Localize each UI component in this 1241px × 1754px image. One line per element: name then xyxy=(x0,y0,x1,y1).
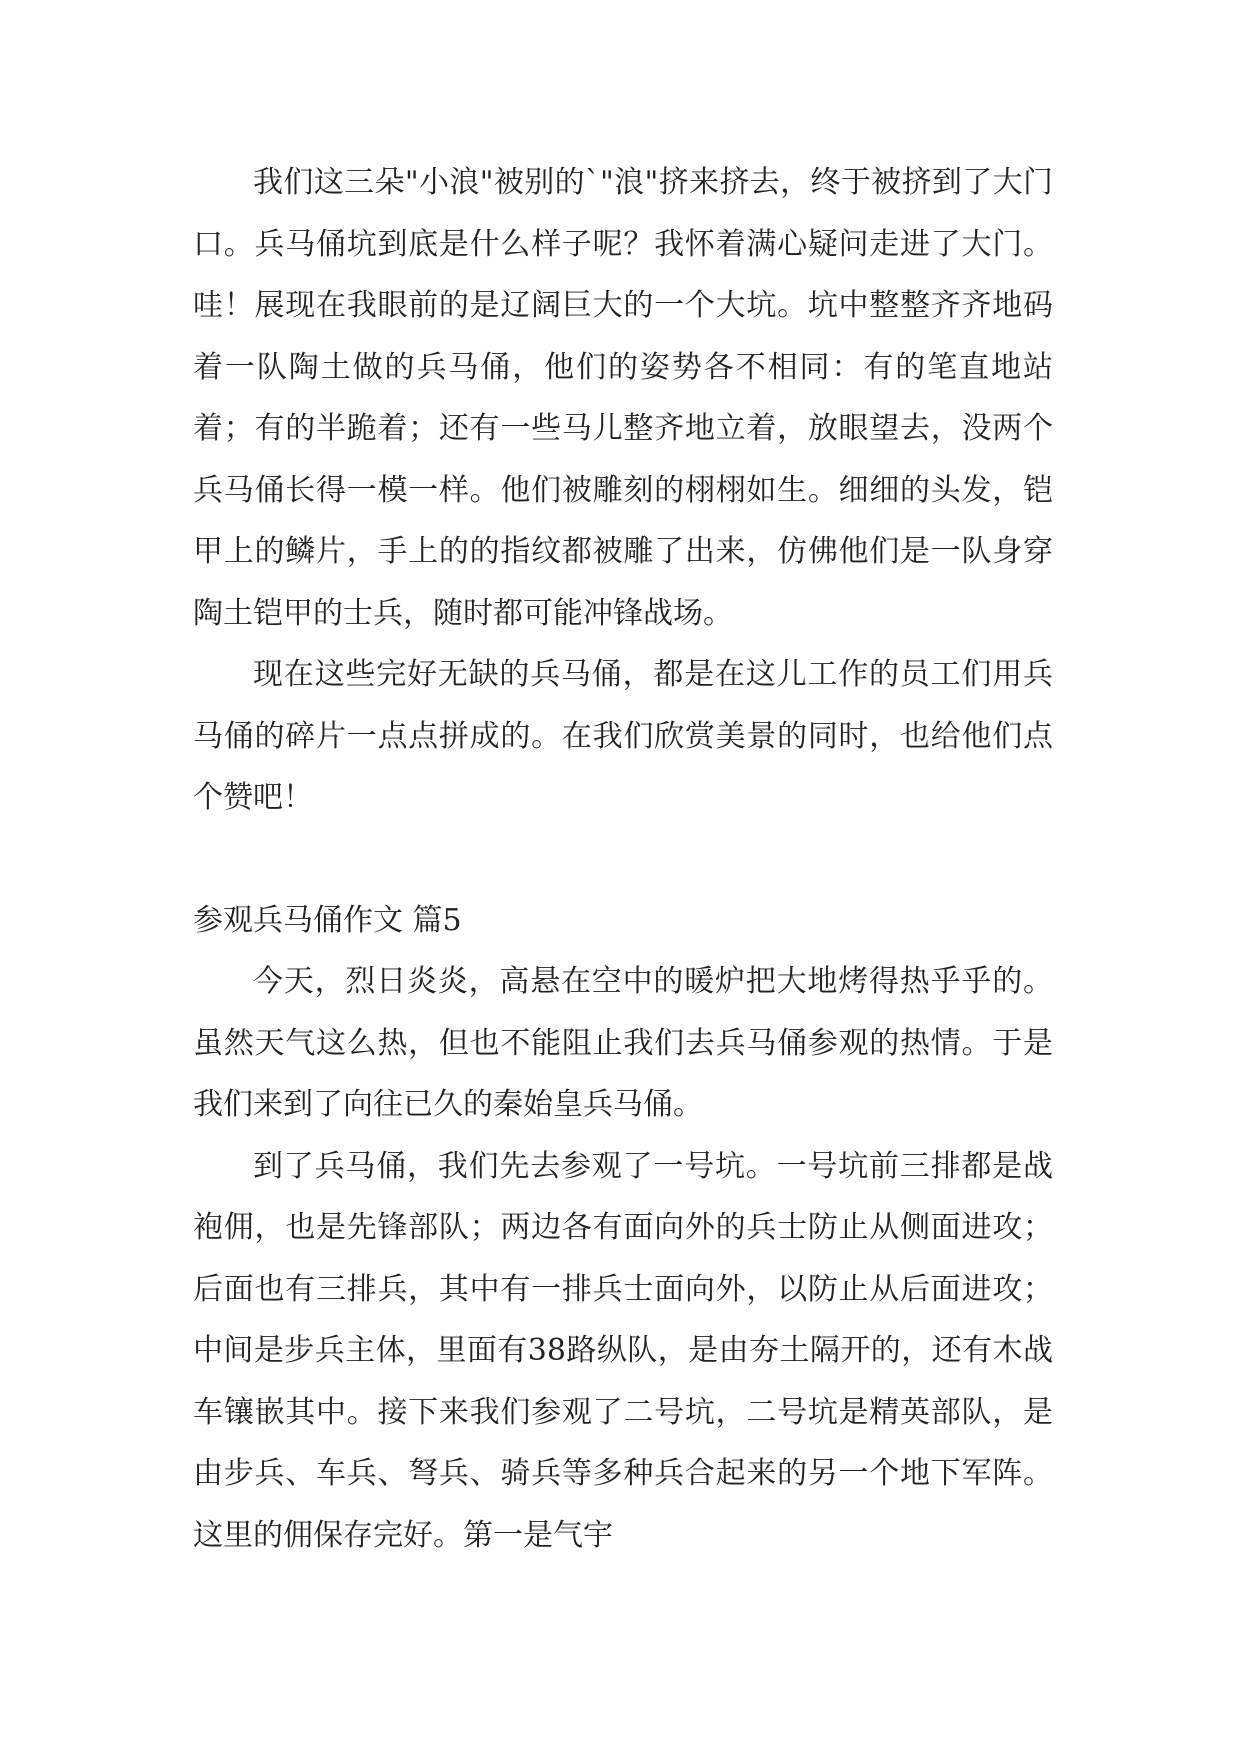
paragraph-1: 我们这三朵"小浪"被别的`"浪"挤来挤去，终于被挤到了大门口。兵马俑坑到底是什么样子呢？我怀着满心疑问走进了大门。哇！展现在我眼前的是辽阔巨大的一个大坑。坑中整整齐齐地码着一队陶土做的兵马俑，他们的姿势各不相同：有的笔直地站着；有的半跪着；还有一些马儿整齐地立着，放眼望去，没两个兵马俑长得一模一样。他们被雕刻的栩栩如生。细细的头发，铠甲上的鳞片，手上的的指纹都被雕了出来，仿佛他们是一队身穿陶土铠甲的士兵，随时都可能冲锋战场。 xyxy=(193,165,1053,631)
paragraph-4: 到了兵马俑，我们先去参观了一号坑。一号坑前三排都是战袍佣，也是先锋部队；两边各有面向外的兵士防止从侧面进攻；后面也有三排兵，其中有一排兵士面向外，以防止从后面进攻；中间是步兵主体，里面有38路纵队，是由夯土隔开的，还有木战车镶嵌其中。接下来我们参观了二号坑，二号坑是精英部队，是由步兵、车兵、弩兵、骑兵等多种兵合起来的另一个地下军阵。这里的佣保存完好。第一是气宇 xyxy=(193,1148,1053,1553)
section-heading: 参观兵马俑作文 篇5 xyxy=(193,902,462,938)
paragraph-2: 现在这些完好无缺的兵马俑，都是在这儿工作的员工们用兵马俑的碎片一点点拼成的。在我们欣赏美景的同时，也给他们点个赞吧！ xyxy=(193,657,1053,815)
document-body xyxy=(193,152,1053,1566)
paragraph-3: 今天，烈日炎炎，高悬在空中的暖炉把大地烤得热乎乎的。虽然天气这么热，但也不能阻止我们去兵马俑参观的热情。于是我们来到了向往已久的秦始皇兵马俑。 xyxy=(193,964,1053,1122)
